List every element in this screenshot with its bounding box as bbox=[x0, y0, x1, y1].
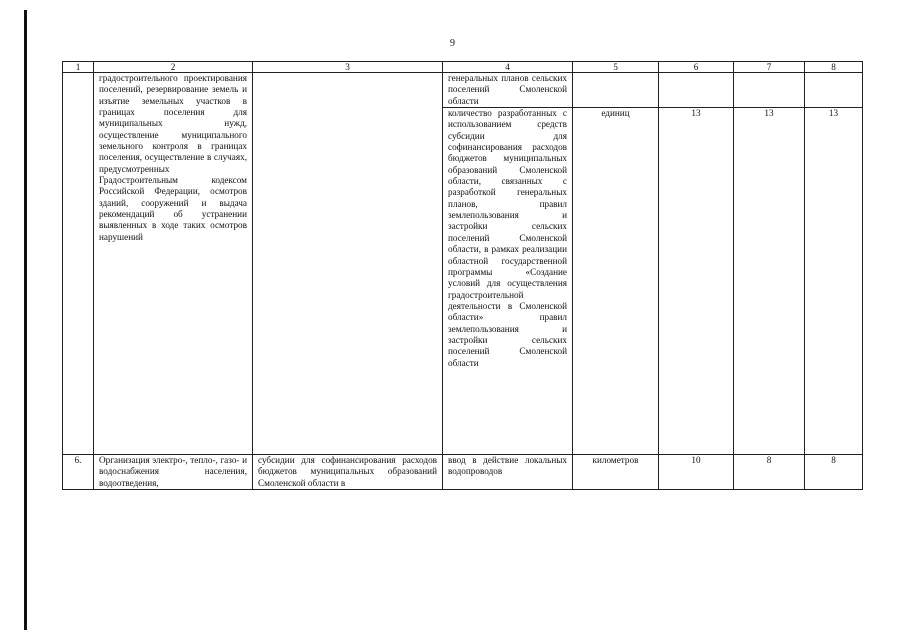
value-cell bbox=[659, 73, 734, 108]
value-cell bbox=[805, 73, 863, 108]
table-row bbox=[63, 73, 863, 108]
row-number-cell bbox=[63, 73, 94, 455]
column-header: 1 bbox=[63, 62, 94, 73]
column-header: 2 bbox=[94, 62, 253, 73]
value-cell: 8 bbox=[734, 455, 805, 490]
column-header: 6 bbox=[659, 62, 734, 73]
table-row bbox=[63, 455, 863, 490]
unit-cell: единиц bbox=[573, 108, 659, 455]
unit-cell: километров bbox=[573, 455, 659, 490]
value-cell: 13 bbox=[659, 108, 734, 455]
left-margin-rule bbox=[24, 10, 27, 630]
unit-cell bbox=[573, 73, 659, 108]
page-number: 9 bbox=[450, 38, 455, 49]
column-header: 8 bbox=[805, 62, 863, 73]
activity-cell: градостроительного проектирования поселений, резервирование земель и изъятие земельных участков в границах поселения для муниципальных нужд, осуществление муниципального земельного контроля в границах поселения, осуществление в случаях, предусмотренных Градостроительным кодексом Российской Федерации, осмотров зданий, сооружений и выдача рекомендаций об устранении выявленных в ходе таких осмотров нарушений bbox=[94, 73, 253, 455]
value-cell: 8 bbox=[805, 455, 863, 490]
funding-source-cell bbox=[253, 73, 443, 455]
value-cell bbox=[734, 73, 805, 108]
indicator-cell: генеральных планов сельских поселений Смоленской области bbox=[443, 73, 573, 108]
column-header: 3 bbox=[253, 62, 443, 73]
indicator-cell: количество разработанных с использованием средств субсидии для софинансирования расходов бюджетов муниципальных образований Смоленской области, связанных с разработкой генеральных планов, правил землепользования и застройки сельских поселений Смоленской области, в рамках реализации областной государственной программы «Создание условий для осуществления градостроительной деятельности в Смоленской области» правил землепользования и застройки сельских поселений Смоленской области bbox=[443, 108, 573, 455]
value-cell: 13 bbox=[734, 108, 805, 455]
activity-cell: Организация электро-, тепло-, газо- и водоснабжения населения, водоотведения, bbox=[94, 455, 253, 490]
funding-source-cell: субсидии для софинансирования расходов бюджетов муниципальных образований Смоленской области в bbox=[253, 455, 443, 490]
indicators-table bbox=[62, 61, 863, 490]
column-header: 5 bbox=[573, 62, 659, 73]
row-number-cell: 6. bbox=[63, 455, 94, 490]
indicator-cell: ввод в действие локальных водопроводов bbox=[443, 455, 573, 490]
value-cell: 13 bbox=[805, 108, 863, 455]
column-number-row bbox=[63, 62, 863, 73]
column-header: 4 bbox=[443, 62, 573, 73]
value-cell: 10 bbox=[659, 455, 734, 490]
column-header: 7 bbox=[734, 62, 805, 73]
